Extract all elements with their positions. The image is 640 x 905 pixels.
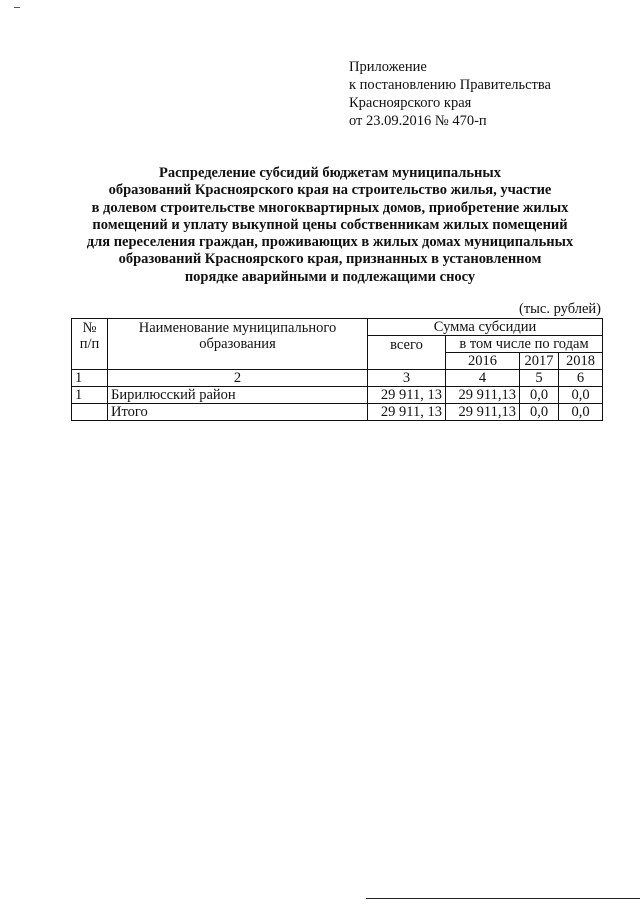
title-line: помещений и уплату выкупной цены собственникам жилых помещений: [92, 216, 568, 233]
header-year-cell: 2016: [446, 353, 520, 370]
scan-mark: [14, 7, 20, 8]
row-name-cell: Бирилюсский район: [108, 387, 368, 404]
footer-rule: [366, 898, 640, 899]
table-row: [72, 387, 603, 404]
header-sum-cell: Сумма субсидии: [368, 319, 603, 336]
document-title: [60, 165, 600, 286]
row-2018-cell: 0,0: [559, 387, 603, 404]
column-number-cell: 1: [72, 370, 108, 387]
title-line: образований Красноярского края, признанных в установленном: [118, 251, 542, 268]
header-total-cell: всего: [368, 336, 446, 370]
row-2018-cell: 0,0: [559, 404, 603, 421]
column-number-row: [72, 370, 603, 387]
appendix-line: от 23.09.2016 № 470-п: [349, 113, 487, 129]
header-by-years-cell: в том числе по годам: [446, 336, 603, 353]
subsidy-table: [71, 318, 603, 421]
row-total-cell: 29 911, 13: [368, 404, 446, 421]
header-num-line1: №: [82, 320, 97, 336]
title-line: для переселения граждан, проживающих в жилых домах муниципальных: [86, 234, 574, 251]
header-num-line2: п/п: [79, 336, 100, 352]
column-number-cell: 6: [559, 370, 603, 387]
header-num-cell: [72, 319, 108, 370]
row-total-cell: 29 911, 13: [368, 387, 446, 404]
title-line: порядке аварийными и подлежащими сносу: [184, 268, 476, 285]
units-label: (тыс. рублей): [519, 301, 601, 317]
row-2017-cell: 0,0: [520, 404, 559, 421]
header-year-cell: 2017: [520, 353, 559, 370]
header-name-cell: [108, 319, 368, 370]
row-name-cell: Итого: [108, 404, 368, 421]
row-2016-cell: 29 911,13: [446, 387, 520, 404]
row-2016-cell: 29 911,13: [446, 404, 520, 421]
column-number-cell: 2: [108, 370, 368, 387]
column-number-cell: 5: [520, 370, 559, 387]
table-header-row: [72, 319, 603, 336]
row-num-cell: 1: [72, 387, 108, 404]
header-year-cell: 2018: [559, 353, 603, 370]
column-number-cell: 3: [368, 370, 446, 387]
header-name-line2: образования: [199, 336, 276, 352]
title-line: в долевом строительстве многоквартирных домов, приобретение жилых: [91, 199, 569, 216]
column-number-cell: 4: [446, 370, 520, 387]
appendix-line: Красноярского края: [349, 95, 472, 111]
title-line: образований Красноярского края на строительство жилья, участие: [108, 182, 552, 199]
row-2017-cell: 0,0: [520, 387, 559, 404]
appendix-block: [349, 58, 551, 130]
row-num-cell: [72, 404, 108, 421]
appendix-line: к постановлению Правительства: [349, 77, 551, 93]
header-name-line1: Наименование муниципального: [138, 320, 337, 336]
table-row: [72, 404, 603, 421]
appendix-line: Приложение: [349, 59, 427, 75]
title-line: Распределение субсидий бюджетам муниципальных: [159, 165, 501, 181]
